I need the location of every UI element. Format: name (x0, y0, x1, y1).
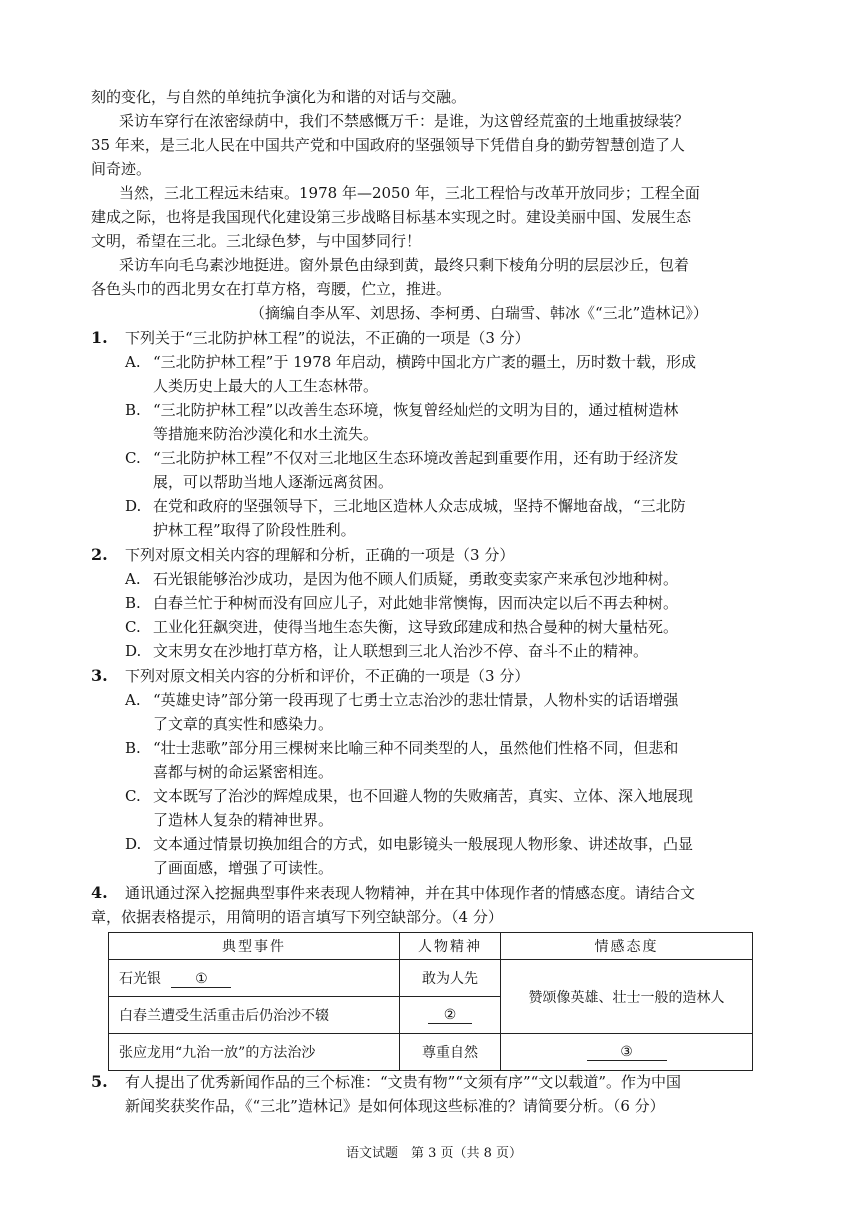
option-text: 人类历史上最大的人工生态林带。 (153, 377, 379, 395)
option-letter: C. (125, 618, 141, 636)
option-text: 等措施来防治沙漠化和水土流失。 (153, 425, 379, 443)
table-cell-attitude (501, 1034, 753, 1071)
question-number: 4. (91, 883, 108, 902)
question-stem: 新闻奖获奖作品，《“三北”造林记》是如何体现这些标准的？请简要分析。（6 分） (125, 1097, 665, 1115)
option-text: 护林工程”取得了阶段性胜利。 (153, 521, 356, 539)
table-cell-spirit: 尊重自然 (400, 1034, 501, 1071)
passage-line: 刻的变化，与自然的单纯抗争演化为和谐的对话与交融。 (91, 88, 467, 106)
option-text: “英雄史诗”部分第一段再现了七勇士立志治沙的悲壮情景，人物朴实的话语增强 (153, 691, 679, 709)
question-stem: 下列关于“三北防护林工程”的说法，不正确的一项是（3 分） (125, 329, 530, 347)
option-text: “三北防护林工程”于 1978 年启动，横跨中国北方广袤的疆土，历时数十载，形成 (153, 353, 697, 371)
option-letter: A. (125, 691, 141, 709)
question-number: 5. (91, 1072, 108, 1091)
question-number: 1. (91, 328, 108, 347)
option-letter: B. (125, 594, 141, 612)
option-text: “三北防护林工程”以改善生态环境，恢复曾经灿烂的文明为目的，通过植树造林 (153, 401, 679, 419)
passage-line: 建成之际，也将是我国现代化建设第三步战略目标基本实现之时。建设美丽中国、发展生态 (91, 208, 692, 226)
table-cell-spirit (400, 997, 501, 1034)
option-text: 文本既写了治沙的辉煌成果，也不回避人物的失败痛苦，真实、立体、深入地展现 (153, 787, 694, 805)
table-row (109, 1034, 753, 1071)
question-number: 3. (91, 666, 108, 685)
option-text: 了造林人复杂的精神世界。 (153, 811, 334, 829)
event-text: 石光银 (119, 971, 161, 987)
option-letter: D. (125, 642, 142, 660)
option-text: 文末男女在沙地打草方格，让人联想到三北人治沙不停、奋斗不止的精神。 (153, 642, 649, 660)
table-cell-event (109, 960, 400, 997)
passage-line: 采访车穿行在浓密绿荫中，我们不禁感慨万千：是谁，为这曾经荒蛮的土地重披绿装？ (119, 112, 690, 130)
option-text: “三北防护林工程”不仅对三北地区生态环境改善起到重要作用，还有助于经济发 (153, 449, 679, 467)
answer-table (108, 932, 753, 1071)
question-stem: 通讯通过深入挖掘典型事件来表现人物精神，并在其中体现作者的情感态度。请结合文 (125, 884, 696, 902)
table-cell-event: 白春兰遭受生活重击后仍治沙不辍 (109, 997, 400, 1034)
passage-line: 文明，希望在三北。三北绿色梦，与中国梦同行！ (91, 232, 422, 250)
answer-blank-2[interactable]: ② (428, 1007, 472, 1024)
table-cell-spirit: 敢为人先 (400, 960, 501, 997)
option-text: 在党和政府的坚强领导下，三北地区造林人众志成城，坚持不懈地奋战，“三北防 (153, 497, 686, 515)
passage-line: 各色头巾的西北男女在打草方格，弯腰，伫立，推进。 (91, 280, 452, 298)
option-letter: A. (125, 570, 141, 588)
passage-line: 间奇迹。 (91, 160, 152, 178)
option-letter: B. (125, 401, 141, 419)
table-header: 典型事件 (109, 933, 400, 960)
passage-line: 当然，三北工程远未结束。1978 年—2050 年，三北工程恰与改革开放同步；工程全面 (119, 184, 700, 202)
question-stem: 下列对原文相关内容的分析和评价，不正确的一项是（3 分） (125, 667, 530, 685)
option-letter: C. (125, 787, 141, 805)
option-letter: B. (125, 739, 141, 757)
table-header-row (109, 933, 753, 960)
table-row (109, 960, 753, 997)
passage-line: 采访车向毛乌素沙地挺进。窗外景色由绿到黄，最终只剩下棱角分明的层层沙丘，包着 (119, 256, 690, 274)
question-stem: 章，依据表格提示，用简明的语言填写下列空缺部分。（4 分） (91, 908, 503, 926)
option-text: 了文章的真实性和感染力。 (153, 715, 334, 733)
option-letter: D. (125, 835, 142, 853)
table-header: 人物精神 (400, 933, 501, 960)
option-text: 工业化狂飙突进，使得当地生态失衡，这导致邱建成和热合曼种的树大量枯死。 (153, 618, 679, 636)
table-cell-event: 张应龙用“九治一放”的方法治沙 (109, 1034, 400, 1071)
answer-blank-3[interactable]: ③ (587, 1044, 667, 1061)
option-text: 喜都与树的命运紧密相连。 (153, 763, 334, 781)
option-text: 石光银能够治沙成功，是因为他不顾人们质疑，勇敢变卖家产来承包沙地种树。 (153, 570, 679, 588)
option-text: 白春兰忙于种树而没有回应儿子，对此她非常懊悔，因而决定以后不再去种树。 (153, 594, 679, 612)
page-footer: 语文试题 第 3 页（共 8 页） (345, 1146, 523, 1161)
table-cell-attitude: 赞颂像英雄、壮士一般的造林人 (501, 960, 753, 1034)
question-stem: 有人提出了优秀新闻作品的三个标准：“文贵有物”“文须有序”“文以载道”。作为中国 (125, 1073, 682, 1091)
option-letter: C. (125, 449, 141, 467)
option-text: 展，可以帮助当地人逐渐远离贫困。 (153, 473, 394, 491)
option-text: “壮士悲歌”部分用三棵树来比喻三种不同类型的人，虽然他们性格不同，但悲和 (153, 739, 679, 757)
question-stem: 下列对原文相关内容的理解和分析，正确的一项是（3 分） (125, 546, 515, 564)
option-letter: D. (125, 497, 142, 515)
passage-line: 35 年来，是三北人民在中国共产党和中国政府的坚强领导下凭借自身的勤劳智慧创造了人 (91, 136, 685, 154)
table-header: 情感态度 (501, 933, 753, 960)
source-citation: （摘编自李从军、刘思扬、李柯勇、白瑞雪、韩冰《“三北”造林记》） (250, 304, 708, 322)
option-text: 了画面感，增强了可读性。 (153, 859, 334, 877)
option-letter: A. (125, 353, 141, 371)
question-number: 2. (91, 545, 108, 564)
option-text: 文本通过情景切换加组合的方式，如电影镜头一般展现人物形象、讲述故事，凸显 (153, 835, 694, 853)
answer-blank-1[interactable]: ① (171, 971, 231, 988)
